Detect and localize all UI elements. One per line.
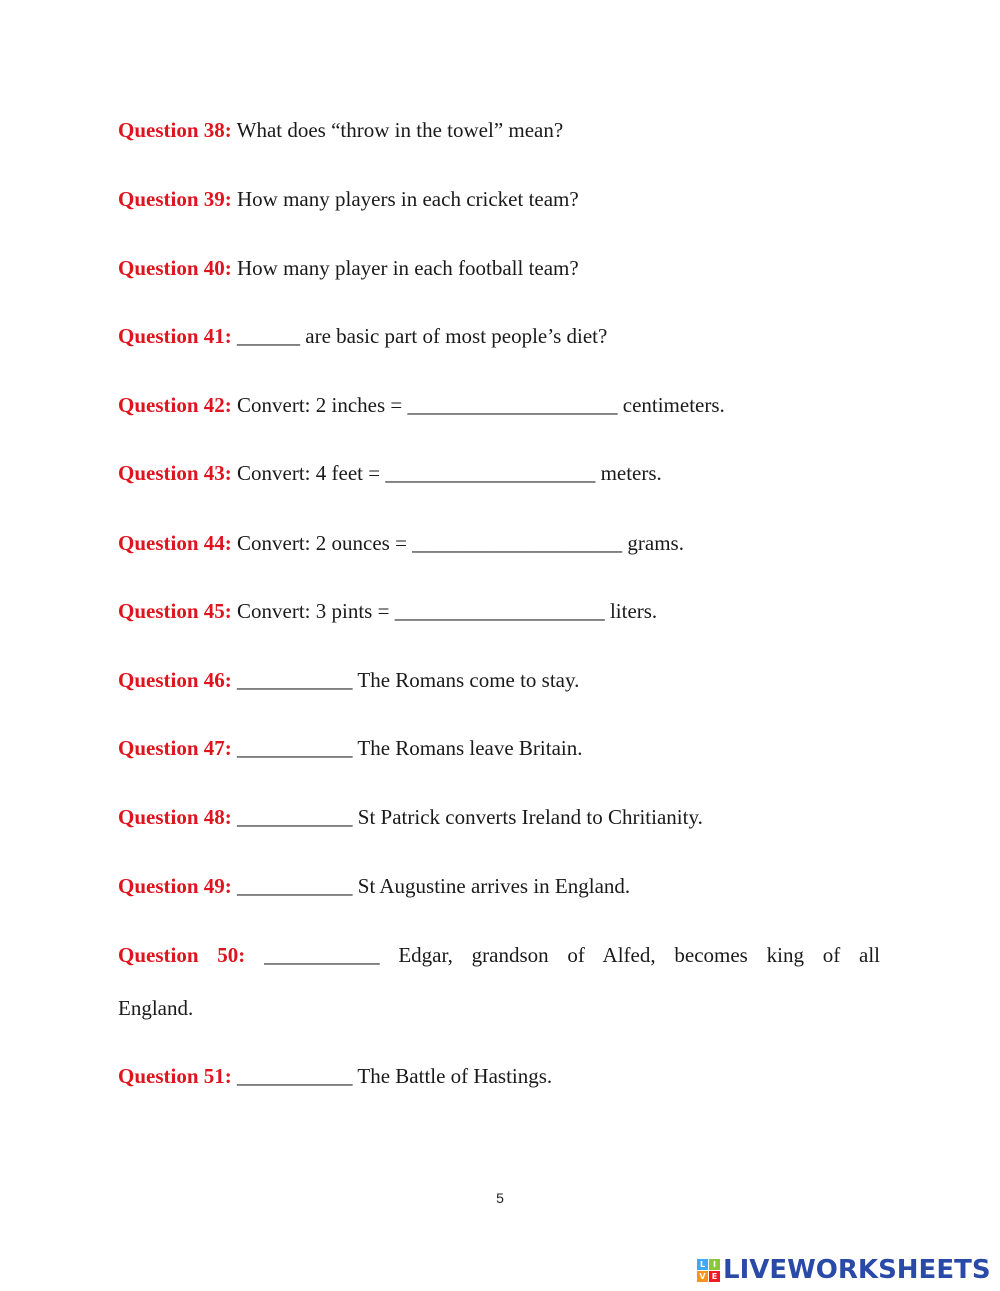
question-text: What does “throw in the towel” mean?: [231, 118, 564, 142]
logo-letter: I: [709, 1259, 720, 1270]
question-45: [118, 599, 657, 623]
question-text: ___________ The Romans leave Britain.: [231, 736, 583, 760]
question-label: Question 39:: [118, 187, 232, 211]
question-label: Question 41:: [118, 324, 232, 348]
logo-letter: E: [709, 1271, 720, 1282]
question-text: ___________ The Romans come to stay.: [231, 668, 580, 692]
liveworksheets-logo-icon: [697, 1259, 720, 1282]
question-label: Question 51:: [118, 1064, 232, 1088]
question-text: ___________ St Patrick converts Ireland to Chritianity.: [231, 805, 703, 829]
question-text: How many players in each cricket team?: [231, 187, 579, 211]
question-text: ___________ Edgar, grandson of Alfed, becomes king of all: [245, 943, 880, 967]
question-label: Question 42:: [118, 393, 232, 417]
question-44: [118, 531, 684, 555]
question-43: [118, 461, 662, 485]
logo-letter: L: [697, 1259, 708, 1270]
logo-letter: V: [697, 1271, 708, 1282]
question-label: Question 43:: [118, 461, 232, 485]
question-label: Question 49:: [118, 874, 232, 898]
question-label: Question 50:: [118, 943, 246, 967]
liveworksheets-brand[interactable]: [697, 1256, 991, 1284]
question-41: [118, 324, 607, 348]
question-49: [118, 874, 630, 898]
question-text: ___________ St Augustine arrives in England.: [231, 874, 631, 898]
question-label: Question 47:: [118, 736, 232, 760]
question-text: Convert: 2 ounces = ____________________ grams.: [231, 531, 684, 555]
question-text: ___________ The Battle of Hastings.: [231, 1064, 553, 1088]
question-38: [118, 118, 563, 142]
question-47: [118, 736, 583, 760]
question-48: [118, 805, 703, 829]
page-number: 5: [496, 1190, 504, 1206]
question-text: How many player in each football team?: [231, 256, 579, 280]
question-50-continuation: [118, 996, 193, 1020]
question-label: Question 48:: [118, 805, 232, 829]
question-label: Question 46:: [118, 668, 232, 692]
question-42: [118, 393, 725, 417]
question-51: [118, 1064, 552, 1088]
question-label: Question 45:: [118, 599, 232, 623]
question-text: Convert: 2 inches = ____________________ centimeters.: [231, 393, 725, 417]
question-40: [118, 256, 579, 280]
question-text: Convert: 4 feet = ____________________ meters.: [231, 461, 662, 485]
question-label: Question 40:: [118, 256, 232, 280]
question-label: Question 38:: [118, 118, 232, 142]
question-50: [118, 943, 880, 967]
question-text-continued: England.: [118, 996, 194, 1020]
question-46: [118, 668, 579, 692]
question-text: Convert: 3 pints = ____________________ liters.: [231, 599, 658, 623]
question-text: ______ are basic part of most people’s diet?: [231, 324, 608, 348]
brand-name: LIVEWORKSHEETS: [723, 1255, 991, 1285]
question-39: [118, 187, 579, 211]
question-label: Question 44:: [118, 531, 232, 555]
